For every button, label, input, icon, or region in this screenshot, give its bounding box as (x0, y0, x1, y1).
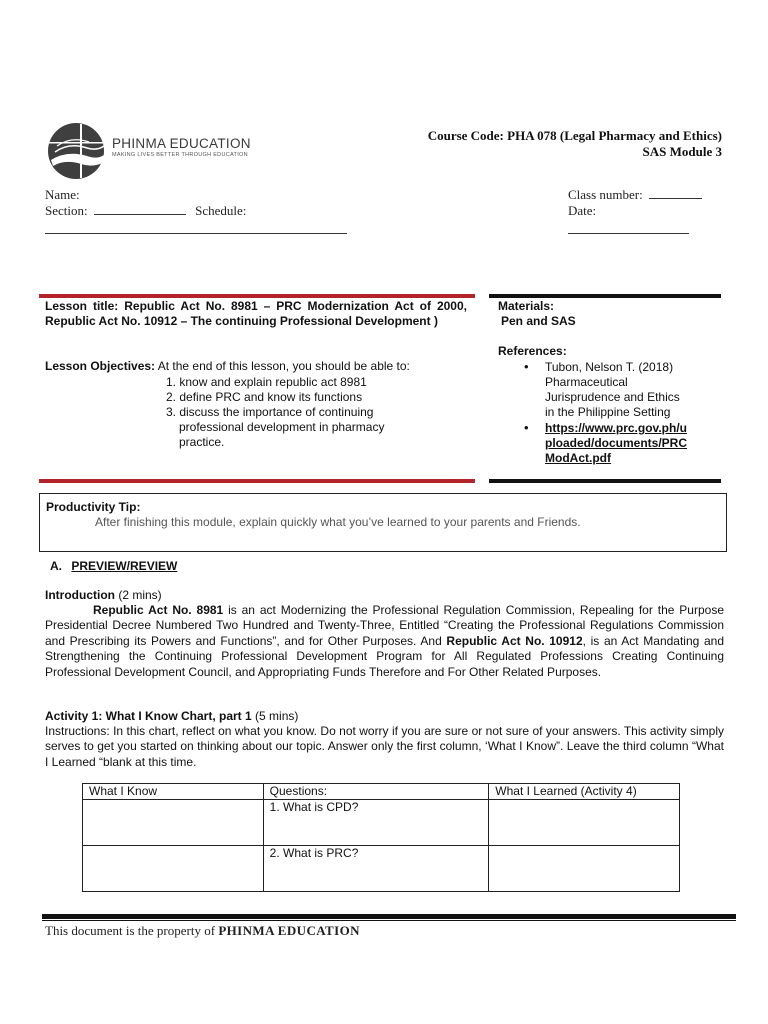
module-label: SAS Module 3 (642, 144, 722, 159)
class-number-label: Class number: (568, 187, 643, 202)
productivity-tip-box (39, 493, 727, 552)
what-i-learned-cell[interactable] (489, 846, 680, 892)
reference-line: Pharmaceutical (545, 375, 628, 389)
lesson-title (45, 299, 467, 329)
reference-link-line[interactable]: https://www.prc.gov.ph/u (545, 421, 687, 435)
objective-item: 2. define PRC and know its functions (166, 390, 363, 404)
table-row (83, 846, 680, 892)
section-a-title: PREVIEW/REVIEW (71, 559, 178, 573)
table-row (83, 800, 680, 846)
bullet-icon: • (524, 420, 529, 435)
tip-label: Productivity Tip: (46, 500, 141, 514)
lesson-title-label: Lesson title: (45, 299, 119, 313)
materials-top-bar (489, 294, 721, 298)
footer-rule (42, 914, 736, 919)
reference-item (524, 360, 714, 420)
objectives-label: Lesson Objectives: (45, 359, 156, 373)
reference-line: Tubon, Nelson T. (2018) (545, 360, 674, 374)
section-a-letter: A. (50, 559, 62, 573)
name-label: Name: (45, 187, 80, 202)
phinma-logo (47, 122, 247, 180)
phinma-logo-icon (47, 122, 109, 180)
footer-text (45, 923, 360, 939)
objectives-intro: At the end of this lesson, you should be able to: (157, 359, 410, 373)
introduction-paragraph (45, 603, 724, 680)
footer-brand: PHINMA EDUCATION (218, 923, 360, 938)
introduction-time: (2 mins) (118, 588, 162, 602)
objective-item: 1. know and explain republic act 8981 (166, 375, 367, 389)
reference-line: Jurisprudence and Ethics (545, 390, 680, 404)
objective-item-cont: practice. (179, 435, 225, 449)
course-header (428, 128, 722, 160)
reference-link[interactable] (524, 421, 714, 466)
chart-header-row (83, 784, 680, 800)
lesson-bottom-bar (39, 479, 475, 483)
footer-prefix: This document is the property of (45, 923, 219, 938)
materials-value: Pen and SAS (501, 314, 576, 328)
brand-tagline: MAKING LIVES BETTER THROUGH EDUCATION (112, 152, 248, 158)
schedule-label: Schedule: (195, 203, 247, 218)
question-cell: 2. What is PRC? (263, 846, 489, 892)
reference-link-line[interactable]: ploaded/documents/PRC (545, 436, 688, 450)
brand-name: PHINMA EDUCATION (112, 136, 251, 151)
introduction-text-2: , is an Act Mandating and Strengthening the Continuing Professional Development Program for All Regulated Professions Creating Continuing Professional Development Council, and Appropriating Funds Therefore and For Other Related Purposes. (45, 633, 724, 679)
bullet-icon: • (524, 359, 529, 374)
activity1-instructions: Instructions: In this chart, reflect on what you know. Do not worry if you are sure or not sure of your answers. This activity simply serves to get you started on thinking about our topic. Answer only the first column, ‘What I Know”. Leave the third column “What I Learned “blank at this time. (45, 724, 724, 769)
header-what-i-know: What I Know (83, 784, 264, 800)
question-cell: 1. What is CPD? (263, 800, 489, 846)
ra8981-term: Republic Act No. 8981 (93, 603, 224, 617)
reference-line: in the Philippine Setting (545, 405, 671, 419)
activity1-heading (45, 709, 298, 724)
date-label: Date: (568, 203, 597, 218)
class-number-field (568, 187, 702, 203)
materials-bottom-bar (489, 479, 721, 483)
materials-label: Materials: (498, 299, 555, 313)
reference-link-line[interactable]: ModAct.pdf (545, 451, 611, 465)
class-number-input-line[interactable] (649, 187, 702, 199)
footer-rule-thin (42, 920, 736, 921)
objectives-list (166, 375, 466, 450)
references-list (524, 360, 714, 466)
activity1-label: Activity 1: What I Know Chart, part 1 (45, 709, 252, 723)
lesson-top-bar (39, 294, 475, 298)
lesson-objectives (45, 359, 475, 374)
materials-section (498, 299, 720, 359)
header-what-i-learned: What I Learned (Activity 4) (489, 784, 680, 800)
what-i-learned-cell[interactable] (489, 800, 680, 846)
introduction-text-1: is an act Modernizing the Professional Regulation Commission, Repealing for the Purpose Presidential Decree Numbered Two Hundred and Twenty-Three, Entitled “Creating the Professional Regulations Commission and Prescribing its Powers and Functions”, and for Other Purposes. And (45, 603, 724, 648)
name-schedule-line[interactable] (45, 233, 347, 234)
lesson-title-text: Republic Act No. 8981 – PRC Modernization Act of 2000, Republic Act No. 10912 – The continuing Professional Development ) (45, 299, 467, 328)
references-label: References: (498, 344, 567, 358)
what-i-know-chart (82, 783, 680, 892)
tip-text: After finishing this module, explain quickly what you’ve learned to your parents and Friends. (95, 515, 581, 529)
what-i-know-cell[interactable] (83, 846, 264, 892)
course-code: Course Code: PHA 078 (Legal Pharmacy and Ethics) (427, 128, 722, 143)
ra10912-term: Republic Act No. 10912 (446, 633, 583, 648)
section-label: Section: (45, 203, 88, 218)
objective-item-cont: professional development in pharmacy (179, 420, 385, 434)
section-field (45, 203, 246, 219)
objective-item: 3. discuss the importance of continuing (166, 405, 374, 419)
activity1-time: (5 mins) (255, 709, 299, 723)
header-questions: Questions: (263, 784, 489, 800)
introduction-label: Introduction (45, 588, 115, 602)
section-a-heading (50, 559, 177, 574)
date-input-line[interactable] (568, 233, 689, 234)
section-input-line[interactable] (94, 203, 186, 215)
what-i-know-cell[interactable] (83, 800, 264, 846)
introduction-heading (45, 588, 162, 603)
